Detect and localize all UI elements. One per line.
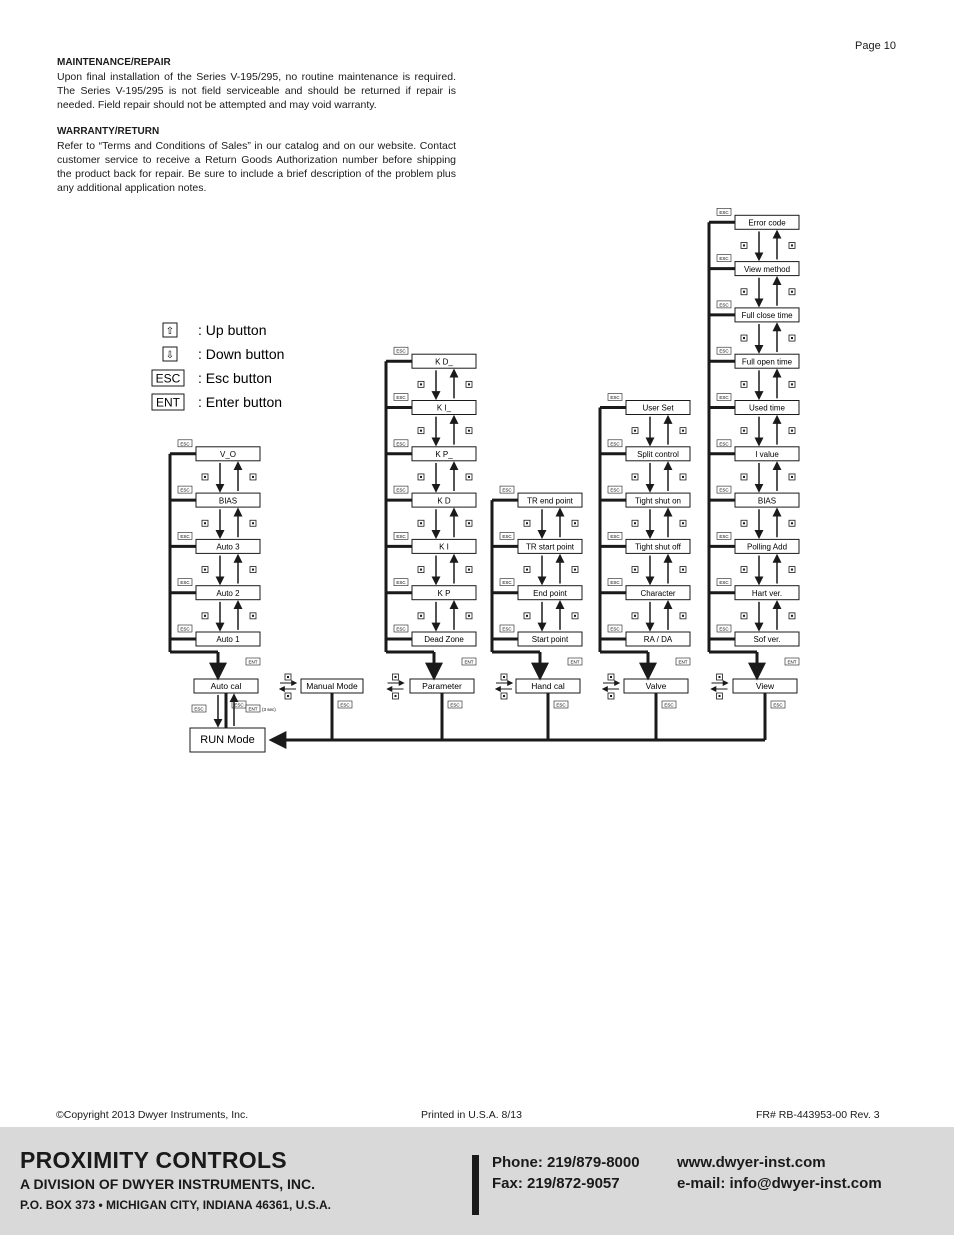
fax: Fax: 219/872-9057 bbox=[492, 1175, 620, 1192]
down-btn-2-1-dot bbox=[420, 569, 422, 571]
maintenance-body: Upon final installation of the Series V-195/295, no routine maintenance is required. The Series V-195/295 is not field serviceable and should be returned if repair is needed. Field repair should not be attempted and may void warranty. bbox=[57, 71, 456, 111]
mode-ent-2-label: ENT bbox=[464, 659, 474, 665]
item-esc-5-5-label: ESC bbox=[719, 395, 729, 400]
mode-esc-0-label: ESC bbox=[234, 702, 244, 708]
mode-ent-3-label: ENT bbox=[570, 659, 580, 665]
up-btn-4-0-dot bbox=[682, 615, 684, 617]
item-esc-5-8-label: ESC bbox=[719, 256, 729, 262]
up-btn-5-7-dot bbox=[791, 291, 793, 293]
up-btn-0-0-dot bbox=[252, 615, 254, 617]
down-btn-4-2-dot bbox=[634, 522, 636, 524]
mode-box-2-text: Parameter bbox=[422, 681, 462, 692]
mode-box-4-text: Valve bbox=[645, 681, 667, 692]
down-btn-5-4-dot bbox=[743, 430, 745, 432]
email-link[interactable]: e-mail: info@dwyer-inst.com bbox=[677, 1175, 882, 1192]
prev-btn-3-dot bbox=[610, 695, 612, 697]
next-btn-3-dot bbox=[610, 676, 612, 678]
item-esc-0-4-label: ESC bbox=[180, 441, 190, 447]
autocal-esc-label: ESC bbox=[194, 706, 204, 712]
mode-esc-1-label: ESC bbox=[340, 702, 350, 708]
mode-esc-3-label: ESC bbox=[556, 702, 566, 708]
up-btn-4-1-dot bbox=[682, 569, 684, 571]
warranty-section bbox=[57, 125, 456, 195]
up-btn-4-4-dot bbox=[682, 430, 684, 432]
next-btn-1-dot bbox=[395, 676, 397, 678]
down-btn-5-1-dot bbox=[743, 569, 745, 571]
item-box-2-3-text: K D bbox=[437, 496, 451, 506]
item-box-5-2-text: Polling Add bbox=[746, 542, 788, 552]
item-esc-2-1-label: ESC bbox=[396, 580, 406, 586]
up-btn-0-2-dot bbox=[252, 522, 254, 524]
ent-3sec-label: (3 sec) bbox=[262, 707, 276, 712]
button-legend bbox=[152, 322, 284, 410]
item-esc-2-0-label: ESC bbox=[396, 626, 406, 632]
down-btn-5-0-dot bbox=[743, 615, 745, 617]
item-esc-2-6-label: ESC bbox=[396, 348, 406, 354]
item-esc-4-2-label: ESC bbox=[610, 533, 620, 539]
up-btn-4-3-dot bbox=[682, 476, 684, 478]
prev-btn-2-dot bbox=[503, 695, 505, 697]
company-division: A DIVISION OF DWYER INSTRUMENTS, INC. bbox=[20, 1176, 316, 1192]
item-box-0-0-text: Auto 1 bbox=[216, 635, 240, 645]
item-box-0-1-text: Auto 2 bbox=[216, 588, 240, 598]
item-esc-3-0-label: ESC bbox=[502, 626, 512, 632]
phone: Phone: 219/879-8000 bbox=[492, 1154, 640, 1171]
item-box-4-3-text: Tight shut on bbox=[635, 496, 681, 506]
column-5 bbox=[709, 208, 799, 740]
mode-ent-0-label: ENT bbox=[248, 659, 258, 665]
item-box-0-4-text: V_O bbox=[219, 450, 237, 459]
item-esc-5-0-label: ESC bbox=[719, 626, 729, 632]
menu-flow bbox=[170, 208, 799, 752]
down-btn-4-3-dot bbox=[634, 476, 636, 478]
item-esc-3-1-label: ESC bbox=[502, 580, 512, 586]
next-btn-2-dot bbox=[503, 676, 505, 678]
up-btn-2-1-dot bbox=[468, 569, 470, 571]
up-btn-5-1-dot bbox=[791, 569, 793, 571]
legend-ent-text: : Enter button bbox=[198, 394, 283, 410]
item-box-5-4-text: I value bbox=[755, 450, 779, 459]
mode-esc-4-label: ESC bbox=[664, 702, 674, 708]
website-link[interactable]: www.dwyer-inst.com bbox=[677, 1154, 826, 1171]
item-box-3-2-text: TR start point bbox=[525, 542, 575, 552]
up-btn-2-0-dot bbox=[468, 615, 470, 617]
form-number: FR# RB-443953-00 Rev. 3 bbox=[756, 1109, 880, 1121]
item-box-2-0-text: Dead Zone bbox=[424, 635, 464, 645]
copyright: ©Copyright 2013 Dwyer Instruments, Inc. bbox=[56, 1109, 249, 1121]
item-esc-5-7-label: ESC bbox=[719, 302, 729, 308]
up-btn-3-1-dot bbox=[574, 569, 576, 571]
item-esc-4-1-label: ESC bbox=[610, 580, 620, 586]
up-btn-0-1-dot bbox=[252, 569, 254, 571]
down-btn-2-3-dot bbox=[420, 476, 422, 478]
item-esc-5-1-label: ESC bbox=[719, 580, 729, 586]
item-esc-3-3-label: ESC bbox=[502, 487, 512, 493]
up-btn-5-5-dot bbox=[791, 383, 793, 385]
up-btn-5-4-dot bbox=[791, 430, 793, 432]
mode-box-0-text: Auto cal bbox=[210, 681, 242, 692]
down-btn-4-4-dot bbox=[634, 430, 636, 432]
item-esc-0-2-label: ESC bbox=[180, 533, 190, 539]
up-btn-2-3-dot bbox=[468, 476, 470, 478]
down-btn-0-3-dot bbox=[204, 476, 206, 478]
mode-box-3-text: Hand cal bbox=[531, 681, 565, 692]
down-btn-2-2-dot bbox=[420, 522, 422, 524]
item-box-5-0-text: Sof ver. bbox=[753, 635, 781, 645]
item-box-5-3-text: BIAS bbox=[757, 496, 777, 506]
item-box-5-8-text: View method bbox=[743, 264, 791, 274]
up-btn-2-4-dot bbox=[468, 430, 470, 432]
item-esc-2-5-label: ESC bbox=[396, 395, 406, 400]
item-esc-4-4-label: ESC bbox=[610, 441, 620, 447]
mode-esc-2-label: ESC bbox=[450, 702, 460, 708]
mode-esc-5-label: ESC bbox=[773, 702, 783, 708]
item-esc-2-4-label: ESC bbox=[396, 441, 406, 447]
item-box-5-5-text: Used time bbox=[748, 403, 786, 413]
mode-box-5-text: View bbox=[755, 681, 775, 692]
item-box-5-9-text: Error code bbox=[748, 218, 786, 228]
up-btn-5-2-dot bbox=[791, 522, 793, 524]
up-btn-2-2-dot bbox=[468, 522, 470, 524]
up-btn-5-6-dot bbox=[791, 337, 793, 339]
column-1 bbox=[301, 674, 404, 740]
mode-ent-5-label: ENT bbox=[787, 659, 797, 665]
item-box-3-0-text: Start point bbox=[531, 635, 569, 645]
down-btn-5-7-dot bbox=[743, 291, 745, 293]
warranty-heading: WARRANTY/RETURN bbox=[57, 126, 160, 137]
down-btn-0-2-dot bbox=[204, 522, 206, 524]
menu-flow-diagram bbox=[0, 200, 954, 760]
company-name: PROXIMITY CONTROLS bbox=[20, 1147, 287, 1173]
up-btn-0-3-dot bbox=[252, 476, 254, 478]
item-esc-0-3-label: ESC bbox=[180, 487, 190, 493]
item-box-0-3-text: BIAS bbox=[218, 496, 238, 506]
mode-box-1-text: Manual Mode bbox=[306, 681, 358, 692]
esc-key-label: ESC bbox=[155, 371, 181, 386]
prev-btn-4-dot bbox=[719, 695, 721, 697]
prev-btn-1-dot bbox=[395, 695, 397, 697]
item-esc-5-2-label: ESC bbox=[719, 533, 729, 539]
item-box-4-4-text: Split control bbox=[637, 450, 679, 459]
down-btn-2-0-dot bbox=[420, 615, 422, 617]
down-btn-3-2-dot bbox=[526, 522, 528, 524]
down-btn-0-0-dot bbox=[204, 615, 206, 617]
up-btn-5-0-dot bbox=[791, 615, 793, 617]
item-box-5-6-text: Full open time bbox=[741, 357, 793, 367]
item-box-0-2-text: Auto 3 bbox=[216, 542, 240, 552]
item-box-3-1-text: End point bbox=[533, 588, 567, 598]
down-btn-5-5-dot bbox=[743, 383, 745, 385]
down-btn-3-0-dot bbox=[526, 615, 528, 617]
item-box-2-5-text: K I_ bbox=[436, 403, 452, 413]
item-box-2-2-text: K I bbox=[439, 542, 449, 552]
item-box-4-1-text: Character bbox=[640, 588, 676, 598]
item-esc-5-4-label: ESC bbox=[719, 441, 729, 447]
down-btn-2-4-dot bbox=[420, 430, 422, 432]
down-btn-4-0-dot bbox=[634, 615, 636, 617]
item-box-3-3-text: TR end point bbox=[527, 496, 573, 506]
item-esc-0-0-label: ESC bbox=[180, 626, 190, 632]
item-esc-4-0-label: ESC bbox=[610, 626, 620, 632]
item-box-5-1-text: Hart ver. bbox=[751, 588, 783, 598]
next-btn-0-dot bbox=[287, 676, 289, 678]
item-esc-2-2-label: ESC bbox=[396, 533, 406, 539]
maintenance-heading: MAINTENANCE/REPAIR bbox=[57, 57, 171, 68]
down-btn-3-1-dot bbox=[526, 569, 528, 571]
down-btn-5-8-dot bbox=[743, 244, 745, 246]
item-box-5-7-text: Full close time bbox=[741, 311, 793, 321]
legend-down-text: : Down button bbox=[198, 346, 285, 362]
item-esc-5-9-label: ESC bbox=[719, 209, 729, 215]
item-box-2-1-text: K P bbox=[437, 588, 451, 598]
item-box-2-6-text: K D_ bbox=[435, 357, 453, 367]
down-btn-2-5-dot bbox=[420, 383, 422, 385]
item-esc-4-3-label: ESC bbox=[610, 487, 620, 493]
item-box-4-5-text: User Set bbox=[642, 403, 674, 413]
autocal-ent-label: ENT bbox=[248, 706, 258, 712]
item-esc-2-3-label: ESC bbox=[396, 487, 406, 493]
up-btn-4-2-dot bbox=[682, 522, 684, 524]
item-box-4-2-text: Tight shut off bbox=[635, 542, 681, 552]
up-btn-3-0-dot bbox=[574, 615, 576, 617]
up-btn-5-8-dot bbox=[791, 244, 793, 246]
printed-note: Printed in U.S.A. 8/13 bbox=[421, 1109, 522, 1121]
down-btn-5-3-dot bbox=[743, 476, 745, 478]
down-btn-4-1-dot bbox=[634, 569, 636, 571]
legend-esc-text: : Esc button bbox=[198, 370, 272, 386]
column-0 bbox=[170, 440, 296, 740]
company-address: P.O. BOX 373 • MICHIGAN CITY, INDIANA 46361, U.S.A. bbox=[20, 1198, 331, 1212]
up-arrow-icon: ⇧ bbox=[165, 326, 175, 337]
item-esc-5-6-label: ESC bbox=[719, 348, 729, 354]
item-box-4-0-text: RA / DA bbox=[643, 635, 673, 645]
ent-key-label: ENT bbox=[156, 395, 180, 410]
warranty-body: Refer to “Terms and Conditions of Sales” in our catalog and on our website. Contact customer service to receive a Return Goods Authorization number before shipping the product back for repair. Be sure to include a brief description of the problem plus any additional application notes. bbox=[57, 140, 456, 194]
item-esc-0-1-label: ESC bbox=[180, 580, 190, 586]
up-btn-2-5-dot bbox=[468, 383, 470, 385]
prev-btn-0-dot bbox=[287, 695, 289, 697]
page-number: Page 10 bbox=[855, 40, 896, 52]
footer-divider bbox=[472, 1155, 479, 1215]
up-btn-3-2-dot bbox=[574, 522, 576, 524]
next-btn-4-dot bbox=[719, 676, 721, 678]
down-btn-5-6-dot bbox=[743, 337, 745, 339]
down-arrow-icon: ⇩ bbox=[165, 350, 175, 361]
up-btn-5-3-dot bbox=[791, 476, 793, 478]
down-btn-5-2-dot bbox=[743, 522, 745, 524]
mode-ent-4-label: ENT bbox=[678, 659, 688, 665]
run-mode-box-text: RUN Mode bbox=[200, 734, 255, 747]
legend-up-text: : Up button bbox=[198, 322, 267, 338]
maintenance-section bbox=[57, 56, 456, 112]
item-esc-5-3-label: ESC bbox=[719, 487, 729, 493]
down-btn-0-1-dot bbox=[204, 569, 206, 571]
item-esc-3-2-label: ESC bbox=[502, 533, 512, 539]
item-box-2-4-text: K P_ bbox=[435, 450, 453, 459]
item-esc-4-5-label: ESC bbox=[610, 395, 620, 400]
